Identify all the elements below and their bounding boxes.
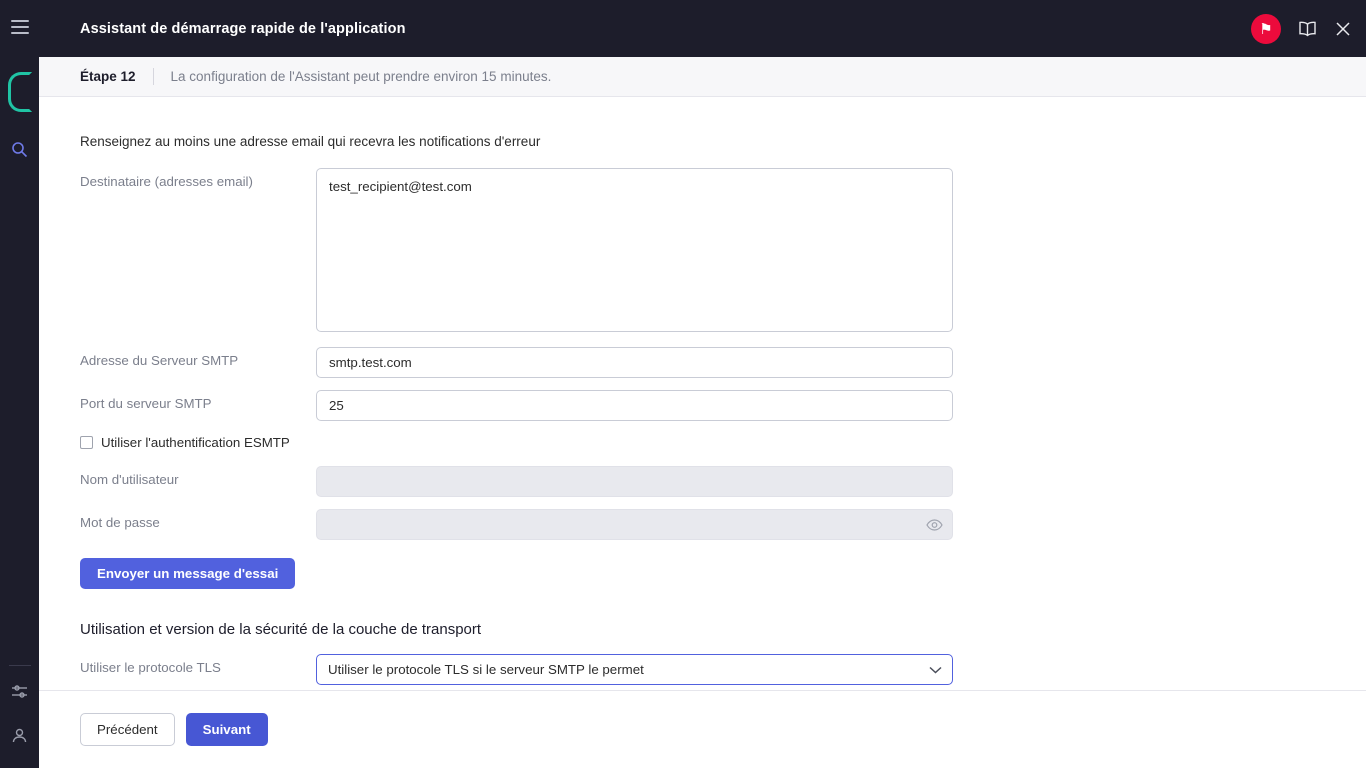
username-input (316, 466, 953, 497)
previous-button[interactable]: Précédent (80, 713, 175, 746)
sliders-settings-icon[interactable] (9, 680, 31, 702)
hamburger-menu-icon[interactable] (11, 20, 29, 34)
recipients-row (80, 168, 1325, 335)
tls-protocol-select[interactable] (316, 654, 953, 685)
username-label: Nom d'utilisateur (80, 472, 179, 487)
intro-text: Renseignez au moins une adresse email qui recevra les notifications d'erreur (80, 134, 541, 149)
step-divider (153, 68, 154, 85)
smtp-server-row (80, 347, 1325, 378)
step-hint-text: La configuration de l'Assistant peut prendre environ 15 minutes. (170, 69, 552, 84)
search-icon[interactable] (9, 138, 31, 160)
window-titlebar (39, 0, 1366, 57)
username-row (80, 466, 1325, 497)
smtp-port-label: Port du serveur SMTP (80, 396, 212, 411)
recipients-textarea[interactable] (316, 168, 953, 332)
smtp-port-field (316, 390, 953, 421)
notifications-flag-icon[interactable]: ⚑ (1251, 14, 1281, 44)
page-title: Assistant de démarrage rapide de l'application (80, 20, 406, 37)
wizard-window (39, 0, 1366, 768)
password-input (316, 509, 953, 540)
close-icon[interactable] (1334, 20, 1352, 38)
smtp-port-row (80, 390, 1325, 421)
tls-protocol-label: Utiliser le protocole TLS (80, 660, 221, 675)
product-logo (8, 72, 32, 112)
user-account-icon[interactable] (9, 724, 31, 746)
titlebar-actions (1251, 14, 1352, 44)
recipients-label: Destinataire (adresses email) (80, 174, 253, 189)
send-test-message-button[interactable]: Envoyer un message d'essai (80, 558, 295, 589)
step-indicator-bar (39, 57, 1366, 97)
next-button[interactable]: Suivant (186, 713, 268, 746)
password-row (80, 509, 1325, 540)
esmtp-auth-checkbox[interactable] (80, 436, 93, 449)
tls-section-title: Utilisation et version de la sécurité de la couche de transport (80, 621, 482, 638)
rail-divider (9, 665, 31, 666)
esmtp-auth-row[interactable] (80, 435, 1325, 450)
wizard-footer (39, 690, 1366, 768)
smtp-form (80, 168, 1325, 685)
book-help-icon[interactable] (1297, 20, 1318, 38)
username-field (316, 466, 953, 497)
tls-protocol-row (80, 654, 1325, 685)
smtp-server-label: Adresse du Serveur SMTP (80, 353, 239, 368)
password-field (316, 509, 953, 540)
left-nav-rail (0, 0, 39, 768)
esmtp-auth-label[interactable]: Utiliser l'authentification ESMTP (101, 435, 290, 450)
password-label: Mot de passe (80, 515, 160, 530)
tls-protocol-select-wrapper (316, 654, 953, 685)
smtp-port-input[interactable] (316, 390, 953, 421)
test-message-row (80, 558, 1325, 589)
recipients-field (316, 168, 953, 335)
smtp-server-input[interactable] (316, 347, 953, 378)
smtp-server-field (316, 347, 953, 378)
step-number-label: Étape 12 (80, 69, 136, 84)
wizard-body (39, 97, 1366, 690)
eye-icon[interactable] (926, 518, 943, 531)
